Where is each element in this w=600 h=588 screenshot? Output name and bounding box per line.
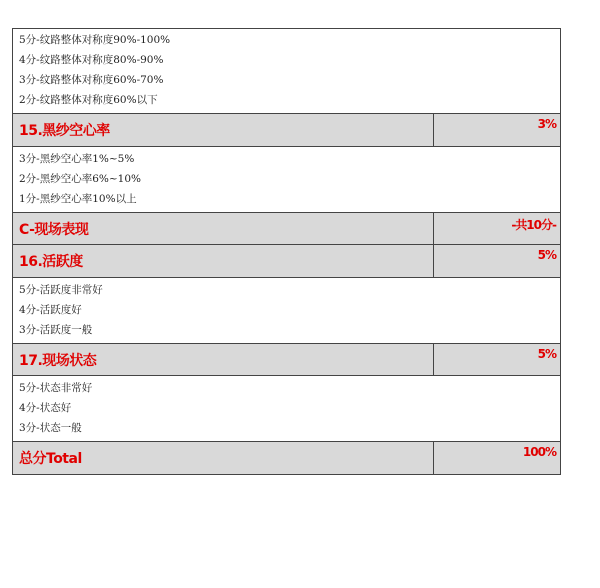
criteria-line: 2分-黑纱空心率6%~10% [19,173,142,185]
section-title: C-现场表现 [13,213,434,244]
criteria-line: 3分-黑纱空心率1%~5% [19,153,135,165]
section-weight: 5% [537,347,556,361]
criteria-line: 3分-活跃度一般 [19,324,93,336]
section-weight: 3% [537,117,556,131]
criteria-line: 2分-纹路整体对称度60%以下 [19,94,158,106]
criteria-line: 3分-纹路整体对称度60%-70% [19,74,164,86]
criteria-line: 4分-状态好 [19,402,72,414]
section-title: 17.现场状态 [13,344,434,375]
criteria-line: 1分-黑纱空心率10%以上 [19,193,137,205]
criteria-line: 3分-状态一般 [19,422,82,434]
section-header-total [13,441,560,474]
section-weight: 5% [537,248,556,262]
total-title: 总分Total [13,442,434,474]
section-weight: -共10分- [511,218,556,232]
black-yarn-criteria [13,147,560,212]
scoring-table [12,28,561,475]
criteria-line: 4分-纹路整体对称度80%-90% [19,54,164,66]
criteria-line: 4分-活跃度好 [19,304,82,316]
activity-criteria [13,278,560,343]
criteria-line: 5分-状态非常好 [19,382,93,394]
section-header-status [13,343,560,376]
status-criteria [13,376,560,441]
criteria-line: 5分-活跃度非常好 [19,284,103,296]
section-header-activity [13,245,560,278]
section-title: 16.活跃度 [13,245,434,277]
criteria-line: 5分-纹路整体对称度90%-100% [19,34,171,46]
section-header-black-yarn [13,113,560,147]
section-header-performance [13,212,560,245]
section-title: 15.黑纱空心率 [13,114,434,146]
total-weight: 100% [522,445,556,459]
symmetry-criteria [13,29,560,113]
